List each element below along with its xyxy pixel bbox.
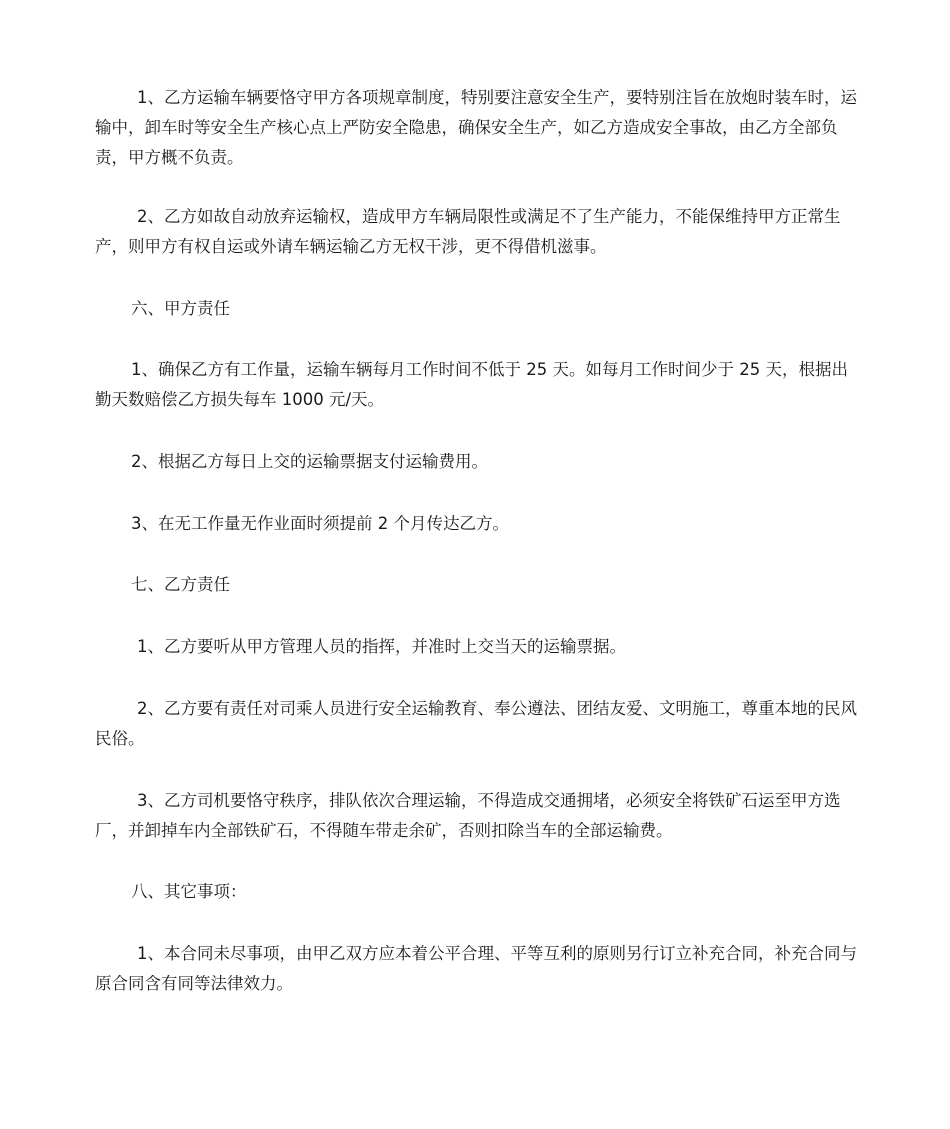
paragraph-4: 2、根据乙方每日上交的运输票据支付运输费用。: [131, 452, 488, 471]
section-heading-6: 六、甲方责任: [131, 299, 230, 318]
paragraph-8: 3、乙方司机要恪守秩序，排队依次合理运输，不得造成交通拥堵，必须安全将铁矿石运至甲方选厂，并卸掉车内全部铁矿石，不得随车带走余矿，否则扣除当车的全部运输费。: [95, 791, 841, 840]
paragraph-1: 1、乙方运输车辆要恪守甲方各项规章制度，特别要注意安全生产，要特别注旨在放炮时装车时，运输中，卸车时等安全生产核心点上严防安全隐患，确保安全生产，如乙方造成安全事故，由乙方全部负责，甲方概不负责。: [95, 88, 857, 167]
paragraph-6: 1、乙方要听从甲方管理人员的指挥，并准时上交当天的运输票据。: [137, 637, 626, 656]
paragraph-7: 2、乙方要有责任对司乘人员进行安全运输教育、奉公遵法、团结友爱、文明施工，尊重本地的民风民俗。: [95, 699, 857, 748]
paragraph-9: 1、本合同未尽事项，由甲乙双方应本着公平合理、平等互利的原则另行订立补充合同，补充合同与原合同含有同等法律效力。: [95, 944, 857, 993]
paragraph-2: 2、乙方如故自动放弃运输权，造成甲方车辆局限性或满足不了生产能力，不能保维持甲方正常生产，则甲方有权自运或外请车辆运输乙方无权干涉，更不得借机滋事。: [95, 207, 841, 256]
paragraph-3: 1、确保乙方有工作量，运输车辆每月工作时间不低于 25 天。如每月工作时间少于 25 天，根据出勤天数赔偿乙方损失每车 1000 元/天。: [95, 360, 848, 409]
section-heading-7: 七、乙方责任: [131, 575, 230, 594]
paragraph-5: 3、在无工作量无作业面时须提前 2 个月传达乙方。: [131, 514, 509, 533]
section-heading-8: 八、其它事项：: [131, 882, 247, 901]
